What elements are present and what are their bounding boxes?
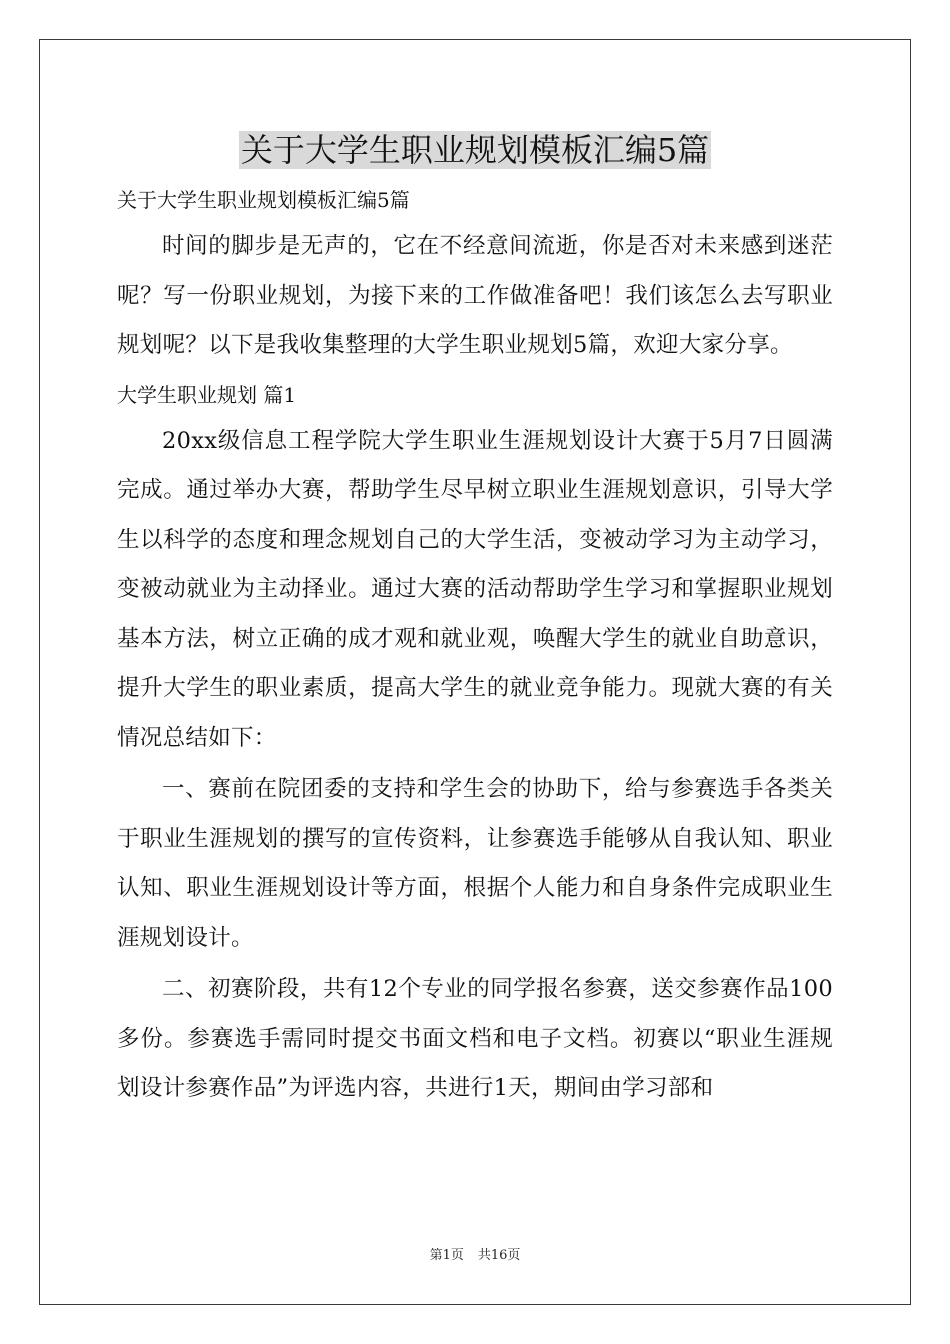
page-number: 第1页 <box>429 1248 464 1263</box>
intro-paragraph: 时间的脚步是无声的，它在不经意间流逝，你是否对未来感到迷茫呢？写一份职业规划，为接下来的工作做准备吧！我们该怎么去写职业规划呢？以下是我收集整理的大学生职业规划5篇，欢迎大家分享。 <box>117 233 833 358</box>
section-heading: 大学生职业规划 篇1 <box>117 382 297 407</box>
document-title <box>0 124 950 176</box>
document-title-text: 关于大学生职业规划模板汇编5篇 <box>240 131 710 169</box>
body-paragraph: 二、初赛阶段，共有12个专业的同学报名参赛，送交参赛作品100多份。参赛选手需同时提交书面文档和电子文档。初赛以“职业生涯规划设计参赛作品”为评选内容，共进行1天，期间由学习部和 <box>117 976 833 1101</box>
body-paragraph: 一、赛前在院团委的支持和学生会的协助下，给与参赛选手各类关于职业生涯规划的撰写的宣传资料，让参赛选手能够从自我认知、职业认知、职业生涯规划设计等方面，根据个人能力和自身条件完成职业生涯规划设计。 <box>117 776 833 951</box>
body-paragraph: 20xx级信息工程学院大学生职业生涯规划设计大赛于5月7日圆满完成。通过举办大赛，帮助学生尽早树立职业生涯规划意识，引导大学生以科学的态度和理念规划自己的大学生活，变被动学习为主动学习，变被动就业为主动择业。通过大赛的活动帮助学生学习和掌握职业规划基本方法，树立正确的成才观和就业观，唤醒大学生的就业自助意识，提升大学生的职业素质，提高大学生的就业竞争能力。现就大赛的有关情况总结如下： <box>117 427 833 751</box>
page-footer <box>0 1247 950 1265</box>
document-body <box>117 178 833 1114</box>
document-subtitle: 关于大学生职业规划模板汇编5篇 <box>117 188 410 212</box>
page-total: 共16页 <box>477 1248 521 1263</box>
